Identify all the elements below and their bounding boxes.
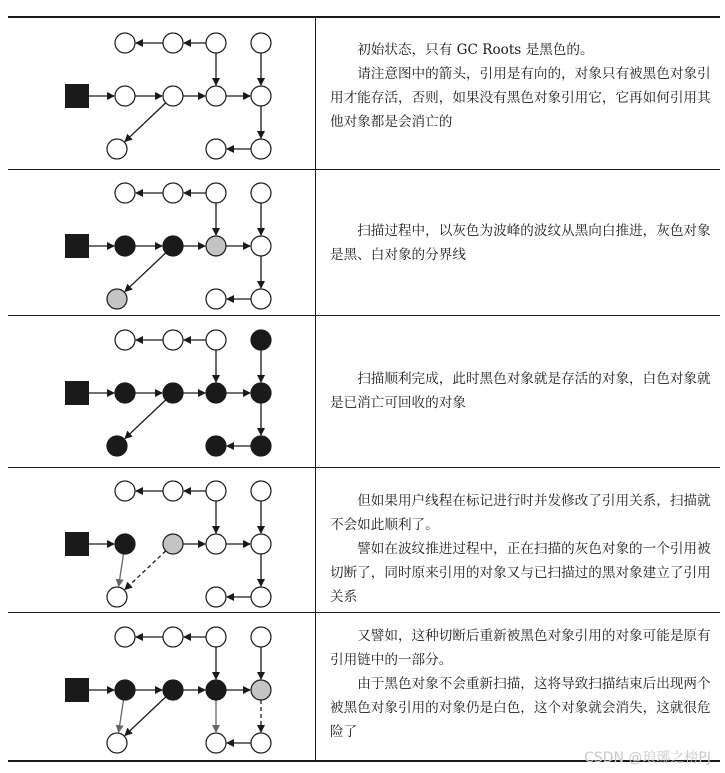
white-object-node <box>163 481 183 501</box>
white-object-node <box>251 33 271 53</box>
white-object-node <box>251 587 271 607</box>
reference-edge <box>125 400 166 439</box>
white-object-node <box>251 289 271 309</box>
black-object-node <box>206 436 226 456</box>
white-object-node <box>206 86 226 106</box>
watermark-text: CSDN @琅琊之榜PJ <box>584 750 711 766</box>
description-paragraph: 又譬如，这种切断后重新被黑色对象引用的对象可能是原有引用链中的一部分。 <box>330 628 711 668</box>
gc-roots-node <box>65 84 89 108</box>
black-object-node <box>206 680 226 700</box>
white-object-node <box>251 534 271 554</box>
reference-edge <box>119 554 124 586</box>
graph-svg <box>8 612 315 760</box>
description-paragraph: 扫描顺利完成，此时黑色对象就是存活的对象，白色对象就是已消亡可回收的对象 <box>330 371 711 411</box>
white-object-node <box>115 33 135 53</box>
black-object-node <box>115 383 135 403</box>
black-object-node <box>107 436 127 456</box>
table-row <box>8 169 720 315</box>
white-object-node <box>163 330 183 350</box>
black-object-node <box>251 436 271 456</box>
white-object-node <box>206 33 226 53</box>
row-description <box>330 624 714 744</box>
object-graph-diagram <box>8 315 315 467</box>
gray-object-node <box>107 289 127 309</box>
graph-svg <box>8 169 315 315</box>
white-object-node <box>163 33 183 53</box>
reference-edge <box>119 700 124 732</box>
gc-roots-node <box>65 234 89 258</box>
black-object-node <box>163 236 183 256</box>
description-paragraph: 初始状态，只有 GC Roots 是黑色的。 <box>357 42 594 58</box>
white-object-node <box>115 183 135 203</box>
white-object-node <box>251 183 271 203</box>
description-paragraph: 譬如在波纹推进过程中，正在扫描的灰色对象的一个引用被切断了，同时原来引用的对象又与已扫描过的黑对象建立了引用关系 <box>330 541 711 605</box>
white-object-node <box>206 481 226 501</box>
object-graph-diagram <box>8 16 315 169</box>
description-paragraph: 由于黑色对象不会重新扫描，这将导致扫描结束后出现两个被黑色对象引用的对象仍是白色，这个对象就会消失，这就很危险了 <box>330 676 711 740</box>
row-description <box>330 219 714 267</box>
reference-edge <box>125 253 166 292</box>
white-object-node <box>115 627 135 647</box>
new-reference-edge <box>125 551 166 590</box>
row-description <box>330 38 714 134</box>
graph-svg <box>8 16 315 169</box>
black-object-node <box>115 534 135 554</box>
white-object-node <box>163 183 183 203</box>
object-graph-diagram <box>8 612 315 760</box>
white-object-node <box>251 236 271 256</box>
white-object-node <box>206 330 226 350</box>
white-object-node <box>107 139 127 159</box>
object-graph-diagram <box>8 169 315 315</box>
white-object-node <box>107 733 127 753</box>
white-object-node <box>107 587 127 607</box>
black-object-node <box>206 383 226 403</box>
gc-roots-node <box>65 532 89 556</box>
white-object-node <box>251 139 271 159</box>
white-object-node <box>206 534 226 554</box>
white-object-node <box>115 86 135 106</box>
tricolor-marking-table <box>8 16 720 762</box>
white-object-node <box>206 139 226 159</box>
black-object-node <box>163 383 183 403</box>
description-paragraph: 请注意图中的箭头，引用是有向的，对象只有被黑色对象引用才能存活，否则，如果没有黑色对象引用它，它再如何引用其他对象都是会消亡的 <box>330 66 711 130</box>
white-object-node <box>251 86 271 106</box>
white-object-node <box>251 733 271 753</box>
black-object-node <box>115 236 135 256</box>
table-row <box>8 612 720 760</box>
black-object-node <box>163 680 183 700</box>
gc-roots-node <box>65 381 89 405</box>
white-object-node <box>115 481 135 501</box>
description-paragraph: 扫描过程中，以灰色为波峰的波纹从黑向白推进，灰色对象是黑、白对象的分界线 <box>330 223 711 263</box>
gray-object-node <box>163 534 183 554</box>
black-object-node <box>251 383 271 403</box>
black-object-node <box>115 680 135 700</box>
white-object-node <box>251 481 271 501</box>
reference-edge <box>125 103 166 142</box>
table-row <box>8 315 720 467</box>
white-object-node <box>206 733 226 753</box>
white-object-node <box>163 627 183 647</box>
description-paragraph: 但如果用户线程在标记进行时并发修改了引用关系，扫描就不会如此顺利了。 <box>330 493 711 533</box>
white-object-node <box>163 86 183 106</box>
row-description <box>330 489 714 609</box>
white-object-node <box>206 587 226 607</box>
white-object-node <box>206 183 226 203</box>
table-row <box>8 16 720 169</box>
gc-roots-node <box>65 678 89 702</box>
white-object-node <box>115 330 135 350</box>
gray-object-node <box>251 680 271 700</box>
white-object-node <box>251 627 271 647</box>
table-row <box>8 467 720 612</box>
gray-object-node <box>206 236 226 256</box>
object-graph-diagram <box>8 467 315 612</box>
graph-svg <box>8 467 315 612</box>
reference-edge <box>125 697 166 736</box>
black-object-node <box>251 330 271 350</box>
row-description <box>330 367 714 415</box>
white-object-node <box>206 627 226 647</box>
graph-svg <box>8 315 315 467</box>
white-object-node <box>206 289 226 309</box>
